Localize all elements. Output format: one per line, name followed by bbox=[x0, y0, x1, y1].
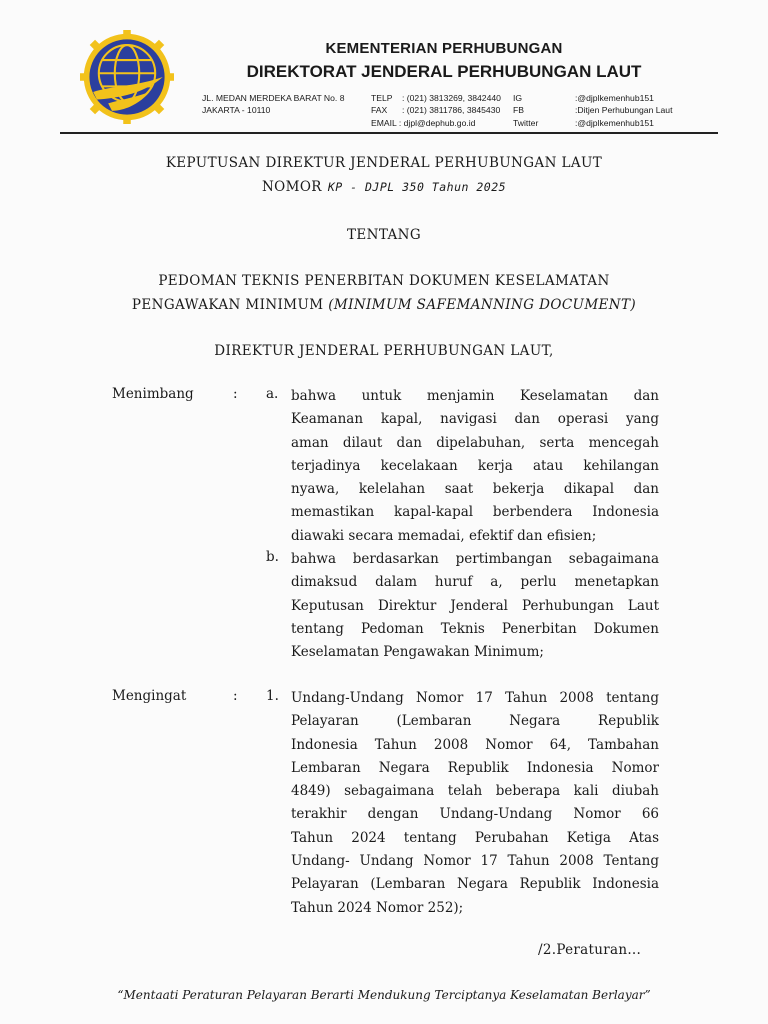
decree-about: TENTANG bbox=[346, 227, 422, 243]
fax-value: : (021) 3811786, 3845430 bbox=[402, 105, 501, 116]
tel-label: TELP bbox=[371, 93, 393, 103]
address-line-1: JL. MEDAN MERDEKA BARAT No. 8 bbox=[202, 93, 345, 103]
text-line: terjadinya kecelakaan kerja atau kehilangan bbox=[291, 457, 659, 474]
ig-value[interactable]: :@djplkemenhub151 bbox=[575, 93, 654, 103]
text-line: Lembaran Negara Republik Indonesia Nomor bbox=[291, 759, 659, 776]
twitter-label: Twitter bbox=[513, 117, 539, 128]
decree-number-label: NOMOR bbox=[261, 179, 322, 195]
menimbang-item-a-text bbox=[291, 385, 659, 548]
decree-subject-line-1: PEDOMAN TEKNIS PENERBITAN DOKUMEN KESELAMATAN bbox=[158, 273, 610, 289]
menimbang-item-b-text bbox=[291, 548, 659, 664]
decree-title: KEPUTUSAN DIREKTUR JENDERAL PERHUBUNGAN LAUT bbox=[165, 155, 603, 171]
text-line: bahwa berdasarkan pertimbangan sebagaimana bbox=[291, 551, 659, 567]
decree-subject-plain: PENGAWAKAN MINIMUM bbox=[131, 297, 329, 313]
text-line: nyawa, kelelahan saat bekerja dikapal dan bbox=[291, 481, 659, 498]
ministry-name: KEMENTERIAN PERHUBUNGAN bbox=[325, 40, 563, 57]
text-line: terakhir dengan Undang-Undang Nomor 66 bbox=[291, 806, 659, 823]
text-line: diawaki secara memadai, efektif dan efisien; bbox=[291, 527, 597, 544]
menimbang-item-b-marker: b. bbox=[266, 549, 279, 565]
fax-label: FAX bbox=[371, 105, 388, 116]
fb-value[interactable]: :Ditjen Perhubungan Laut bbox=[575, 105, 673, 116]
twitter-value[interactable]: :@djplkemenhub151 bbox=[575, 117, 654, 128]
decree-number-value: KP - DJPL 350 Tahun 2025 bbox=[327, 180, 507, 194]
text-line: aman dilaut dan dipelabuhan, serta mencegah bbox=[291, 434, 659, 451]
mengingat-item-1-text bbox=[291, 687, 659, 920]
text-line: Keputusan Direktur Jenderal Perhubungan Laut bbox=[291, 597, 659, 614]
text-line: Pelayaran (Lembaran Negara Republik bbox=[291, 713, 659, 730]
ig-label: IG bbox=[513, 93, 523, 103]
menimbang-item-a-marker: a. bbox=[266, 386, 279, 402]
footer-motto: “Mentaati Peraturan Pelayaran Berarti Mendukung Terciptanya Keselamatan Berlayar” bbox=[117, 988, 651, 1002]
phone-block bbox=[371, 92, 501, 129]
tel-value: : (021) 3813269, 3842440 bbox=[402, 93, 501, 103]
email-line[interactable]: EMAIL : djpl@dephub.go.id bbox=[371, 117, 476, 128]
text-line: 4849) sebagaimana telah beberapa kali diubah bbox=[291, 783, 659, 800]
text-line: Pelayaran (Lembaran Negara Republik Indonesia bbox=[291, 876, 659, 893]
menimbang-colon: : bbox=[233, 386, 238, 402]
mengingat-colon: : bbox=[233, 688, 238, 704]
menimbang-label: Menimbang bbox=[112, 386, 194, 402]
decree-number bbox=[0, 179, 768, 195]
text-line: Keselamatan Pengawakan Minimum; bbox=[291, 644, 544, 661]
page-continuation: /2.Peraturan... bbox=[538, 942, 642, 958]
directorate-name: DIREKTORAT JENDERAL PERHUBUNGAN LAUT bbox=[246, 62, 642, 81]
text-line: tentang Pedoman Teknis Penerbitan Dokumen bbox=[291, 620, 659, 637]
decree-issuer: DIREKTUR JENDERAL PERHUBUNGAN LAUT, bbox=[214, 343, 554, 359]
address-line-2: JAKARTA - 10110 bbox=[202, 105, 271, 116]
text-line: Undang-Undang Nomor 17 Tahun 2008 tentang bbox=[291, 690, 659, 706]
text-line: bahwa untuk menjamin Keselamatan dan bbox=[291, 388, 659, 404]
letterhead bbox=[0, 0, 768, 140]
text-line: Indonesia Tahun 2008 Nomor 64, Tambahan bbox=[291, 736, 659, 753]
text-line: Undang- Undang Nomor 17 Tahun 2008 Tentang bbox=[291, 853, 659, 870]
decree-subject-italic: (MINIMUM SAFEMANNING DOCUMENT) bbox=[328, 297, 637, 313]
mengingat-label: Mengingat bbox=[112, 688, 187, 704]
text-line: memastikan kapal-kapal berbendera Indonesia bbox=[291, 504, 659, 521]
address-block bbox=[202, 92, 344, 117]
ministry-emblem-icon bbox=[80, 30, 174, 124]
text-line: Tahun 2024 tentang Perubahan Ketiga Atas bbox=[291, 829, 659, 846]
text-line: Tahun 2024 Nomor 252); bbox=[291, 899, 464, 916]
decree-subject-line-2 bbox=[0, 297, 768, 313]
social-block bbox=[513, 92, 672, 129]
text-line: Keamanan kapal, navigasi dan operasi yang bbox=[291, 411, 659, 428]
letterhead-divider bbox=[60, 132, 718, 134]
mengingat-item-1-marker: 1. bbox=[266, 688, 279, 704]
fb-label: FB bbox=[513, 105, 524, 116]
text-line: dimaksud dalam huruf a, perlu menetapkan bbox=[291, 574, 659, 591]
